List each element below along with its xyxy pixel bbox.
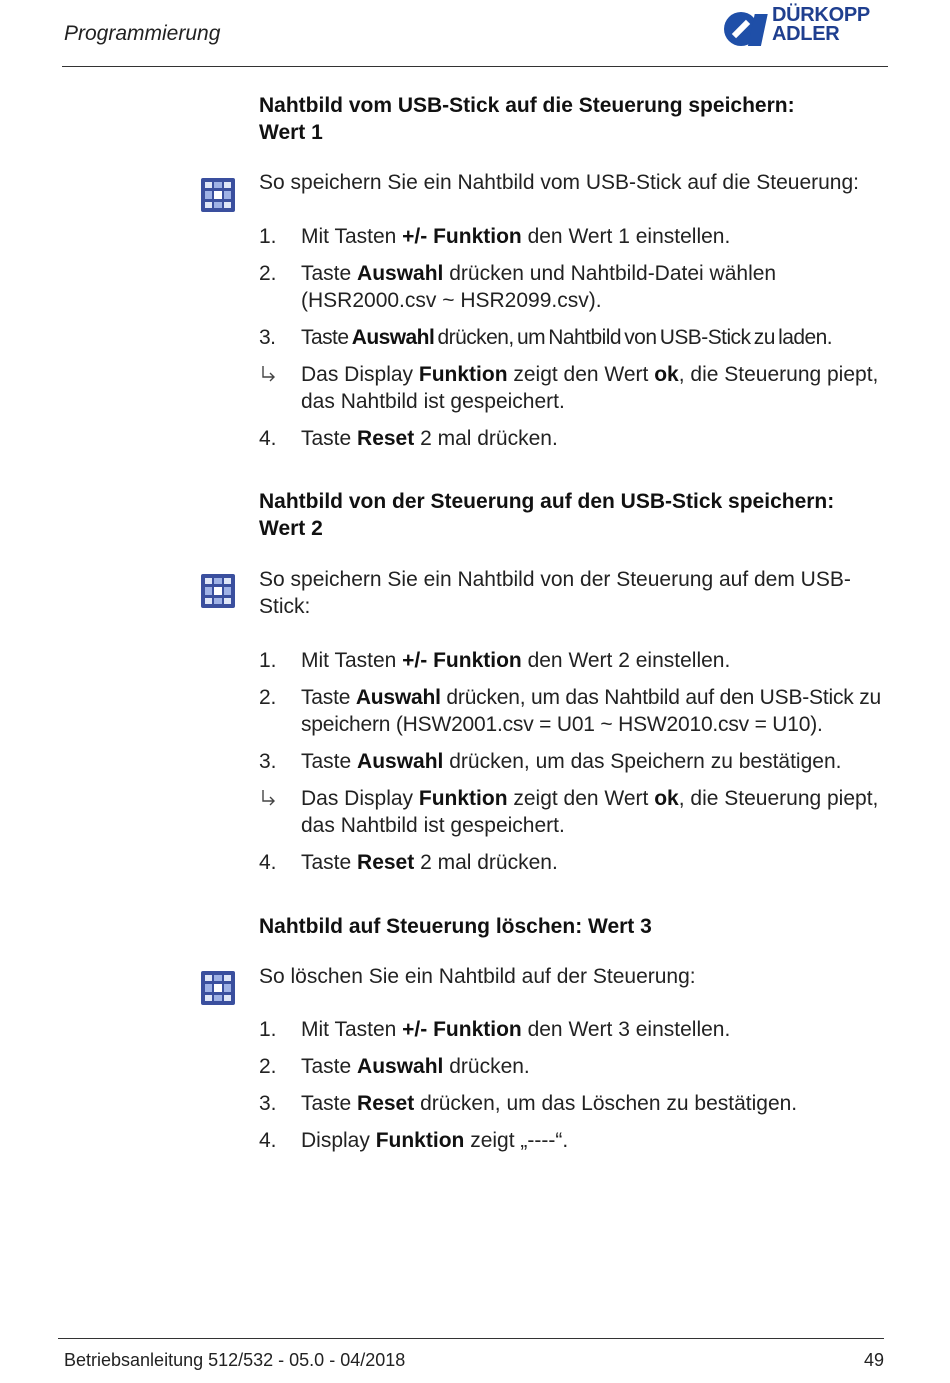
step-text: drücken, um das Speichern zu bestätigen. (443, 750, 842, 773)
step-keyword: +/- Funktion (402, 1018, 522, 1041)
step-item (259, 748, 889, 775)
section-2-intro (259, 566, 889, 620)
step-text: , die Steuerung piept, das Nahtbild ist gespeichert. (301, 787, 879, 837)
step-keyword: ok (654, 787, 679, 810)
step-text: zeigt „----“. (464, 1129, 569, 1152)
step-text: drücken. (443, 1055, 530, 1078)
step-keyword: +/- Funktion (402, 649, 522, 672)
step-text: Taste (301, 1092, 358, 1115)
section-heading-line: Nahtbild vom USB-Stick auf die Steuerung speichern: (259, 94, 795, 117)
step-number: 1. (259, 225, 277, 248)
section-3-intro (259, 963, 889, 990)
section-3-steps (259, 1016, 889, 1164)
step-text: Mit Tasten (301, 649, 403, 672)
step-text: Mit Tasten (301, 225, 403, 248)
step-text: Display (301, 1129, 376, 1152)
section-heading-line: Nahtbild von der Steuerung auf den USB-Stick speichern: (259, 490, 835, 513)
page-number: 49 (864, 1350, 885, 1370)
step-text: Das Display (301, 787, 419, 810)
step-text: 2 mal drücken. (414, 427, 558, 450)
step-number: 4. (259, 427, 277, 450)
control-panel-icon (200, 970, 236, 1006)
step-text: Taste (301, 326, 352, 349)
brand-logo-line1: DÜRKOPP (772, 4, 870, 26)
section-intro: So speichern Sie ein Nahtbild vom USB-Stick auf die Steuerung: (259, 171, 859, 194)
step-keyword: Funktion (375, 1129, 465, 1152)
step-result (259, 785, 889, 839)
step-item (259, 1016, 889, 1043)
step-keyword: Reset (357, 1092, 415, 1115)
step-text: drücken, um Nahtbild von USB-Stick zu laden. (434, 326, 833, 349)
step-item (259, 260, 889, 314)
step-text: zeigt den Wert (507, 787, 655, 810)
step-text: Das Display (301, 363, 419, 386)
section-intro: So löschen Sie ein Nahtbild auf der Steuerung: (259, 965, 696, 988)
step-number: 1. (259, 649, 277, 672)
section-1-intro (259, 169, 889, 196)
step-text: 2 mal drücken. (414, 851, 558, 874)
section-2-heading (259, 488, 889, 542)
step-keyword: Auswahl (357, 262, 444, 285)
section-heading-line: Nahtbild auf Steuerung löschen: Wert 3 (259, 915, 652, 938)
step-number: 3. (259, 326, 276, 349)
section-1-heading (259, 92, 889, 146)
step-text: Taste (301, 851, 358, 874)
control-panel-icon (200, 573, 236, 609)
step-keyword: Reset (357, 427, 415, 450)
step-number: 4. (259, 851, 277, 874)
brand-logo-line2: ADLER (772, 23, 840, 45)
step-keyword: ok (654, 363, 679, 386)
step-item (259, 223, 889, 250)
step-keyword: Funktion (418, 787, 508, 810)
step-text: den Wert 2 einstellen. (521, 649, 731, 672)
step-keyword: Auswahl (355, 686, 441, 709)
step-text: drücken und Nahtbild-Datei wählen (HSR2000.csv ~ HSR2099.csv). (301, 262, 777, 312)
step-item (259, 1053, 889, 1080)
step-item (259, 1127, 889, 1154)
step-keyword: Auswahl (357, 1055, 444, 1078)
step-item (259, 1090, 889, 1117)
step-text: Taste (301, 262, 358, 285)
step-text: drücken, um das Löschen zu bestätigen. (414, 1092, 798, 1115)
step-number: 2. (259, 1055, 277, 1078)
step-number: 3. (259, 750, 277, 773)
step-text: Taste (301, 1055, 358, 1078)
step-keyword: Funktion (418, 363, 508, 386)
section-heading-line: Wert 2 (259, 517, 323, 540)
result-arrow-icon (259, 788, 281, 810)
step-text: Taste (301, 750, 358, 773)
section-intro: So speichern Sie ein Nahtbild von der Steuerung auf dem USB-Stick: (259, 568, 851, 618)
step-item (259, 425, 889, 452)
step-text: drücken, um das Nahtbild auf den USB-Stick zu speichern (HSW2001.csv = U01 ~ HSW2010.csv = U10). (301, 686, 881, 736)
step-text: den Wert 1 einstellen. (521, 225, 731, 248)
step-text: den Wert 3 einstellen. (521, 1018, 731, 1041)
step-text: zeigt den Wert (507, 363, 655, 386)
step-number: 3. (259, 1092, 277, 1115)
step-keyword: Auswahl (357, 750, 444, 773)
brand-logo (722, 6, 892, 52)
step-text: Mit Tasten (301, 1018, 403, 1041)
section-3-heading (259, 913, 889, 940)
page-header-title: Programmierung (64, 22, 221, 45)
footer-document-info: Betriebsanleitung 512/532 - 05.0 - 04/2018 (64, 1350, 406, 1370)
step-keyword: +/- Funktion (402, 225, 522, 248)
step-number: 2. (259, 262, 277, 285)
step-item (259, 684, 889, 738)
step-text: Taste (301, 427, 358, 450)
step-result (259, 361, 889, 415)
step-text: , die Steuerung piept, das Nahtbild ist gespeichert. (301, 363, 879, 413)
step-text: Taste (301, 686, 356, 709)
step-item (259, 849, 889, 876)
step-keyword: Reset (357, 851, 415, 874)
section-1-steps (259, 223, 889, 462)
footer-divider (58, 1338, 884, 1339)
control-panel-icon (200, 177, 236, 213)
step-keyword: Auswahl (351, 326, 435, 349)
result-arrow-icon (259, 364, 281, 386)
section-2-steps (259, 647, 889, 886)
brand-logo-icon (722, 8, 770, 50)
step-number: 4. (259, 1129, 277, 1152)
section-heading-line: Wert 1 (259, 121, 323, 144)
step-item (259, 647, 889, 674)
step-number: 1. (259, 1018, 277, 1041)
header-divider (62, 66, 888, 67)
step-number: 2. (259, 686, 277, 709)
step-item (259, 324, 889, 351)
brand-logo-text (772, 6, 870, 44)
